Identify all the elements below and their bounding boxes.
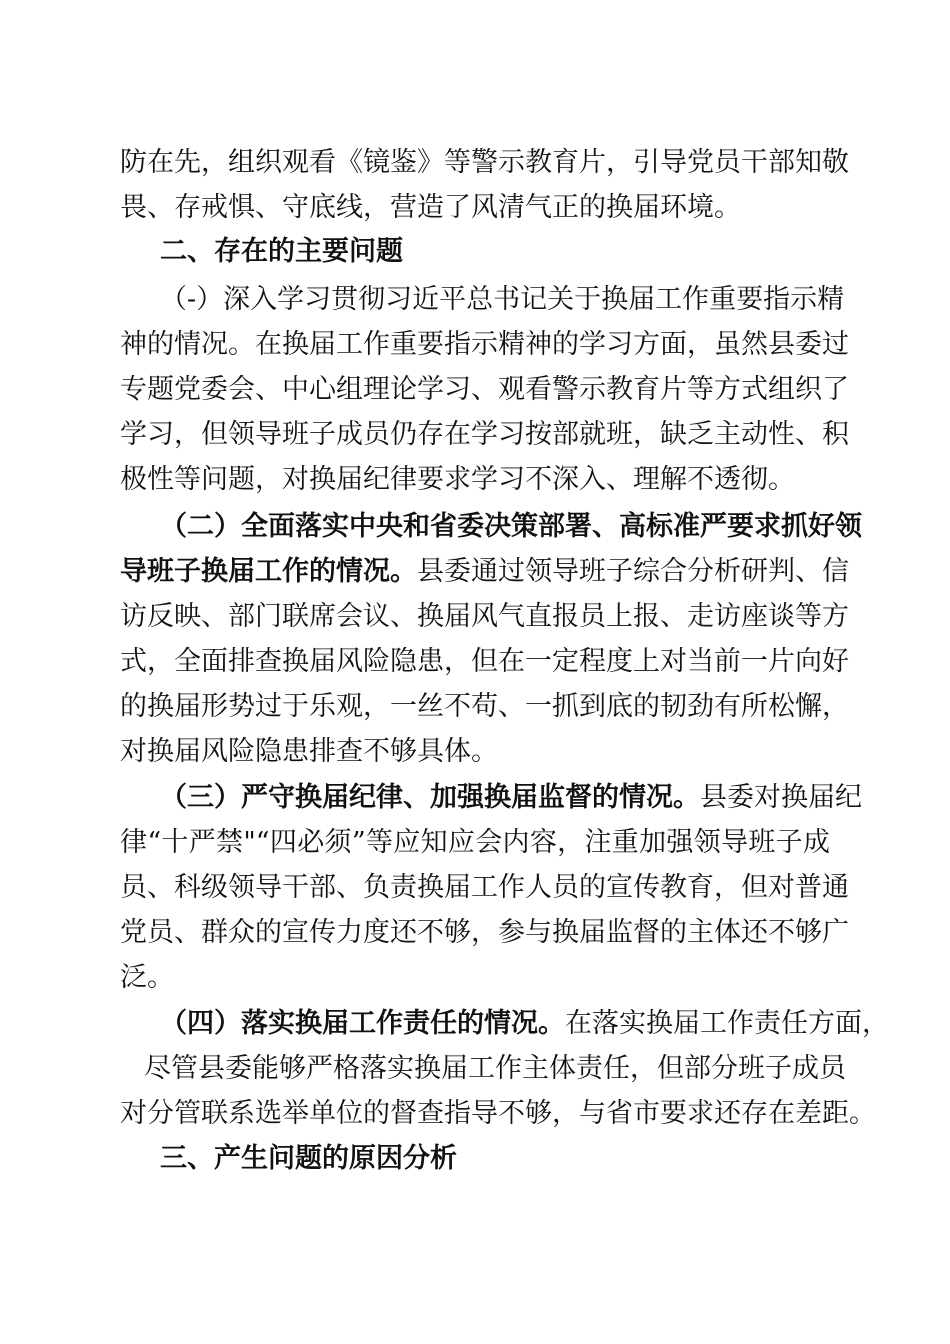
paragraph-1-line-5: 极性等问题，对换届纪律要求学习不深入、理解不透彻。 [120, 464, 795, 495]
paragraph-2-line-2 [120, 552, 849, 592]
paragraph-4-line-2: 尽管县委能够严格落实换届工作主体责任，但部分班子成员 [144, 1053, 846, 1084]
paragraph-0-line-2: 畏、存戒惧、守底线，营造了风清气正的换届环境。 [120, 192, 741, 223]
paragraph-1-line-1: （-）深入学习贯彻习近平总书记关于换届工作重要指示精 [160, 284, 845, 315]
paragraph-4-text-line-1: 在落实换届工作责任方面， [565, 1008, 889, 1039]
paragraph-2-line-4: 式，全面排查换届风险隐患，但在一定程度上对当前一片向好 [120, 646, 849, 677]
paragraph-2-line-5: 的换届形势过于乐观，一丝不苟、一抓到底的韧劲有所松懈， [120, 691, 849, 722]
section-heading-2: 二、存在的主要问题 [160, 236, 403, 267]
paragraph-3-text-line-1: 县委对换届纪 [700, 782, 862, 813]
paragraph-1-line-3: 专题党委会、中心组理论学习、观看警示教育片等方式组织了 [120, 374, 849, 405]
paragraph-3-line-1 [160, 778, 862, 818]
paragraph-3-title: （三）严守换届纪律、加强换届监督的情况。 [160, 782, 700, 813]
paragraph-2-line-6: 对换届风险隐患排查不够具体。 [120, 736, 498, 767]
paragraph-3-line-4: 党员、群众的宣传力度还不够，参与换届监督的主体还不够广 [120, 917, 849, 948]
paragraph-2-text-line-2: 县委通过领导班子综合分析研判、信 [417, 556, 849, 587]
paragraph-3-line-5: 泛。 [120, 962, 174, 993]
paragraph-1-line-2: 神的情况。在换届工作重要指示精神的学习方面，虽然县委过 [120, 329, 849, 360]
paragraph-3-line-2: 律“十严禁"“四必须”等应知应会内容，注重加强领导班子成 [120, 827, 830, 858]
paragraph-2-line-3: 访反映、部门联席会议、换届风气直报员上报、走访座谈等方 [120, 601, 849, 632]
paragraph-2-title-line-2: 导班子换届工作的情况。 [120, 556, 417, 587]
paragraph-2-title-line-1: （二）全面落实中央和省委决策部署、高标准严要求抓好领 [160, 511, 862, 542]
paragraph-1-line-4: 学习，但领导班子成员仍存在学习按部就班，缺乏主动性、积 [120, 419, 849, 450]
paragraph-3-line-3: 员、科级领导干部、负责换届工作人员的宣传教育，但对普通 [120, 872, 849, 903]
paragraph-4-line-3: 对分管联系选举单位的督查指导不够，与省市要求还存在差距。 [120, 1098, 876, 1129]
paragraph-0-line-1: 防在先，组织观看《镜鉴》等警示教育片，引导党员干部知敬 [120, 147, 849, 178]
section-heading-3: 三、产生问题的原因分析 [160, 1143, 457, 1174]
paragraph-4-line-1 [160, 1004, 889, 1044]
paragraph-4-title: （四）落实换届工作责任的情况。 [160, 1008, 565, 1039]
